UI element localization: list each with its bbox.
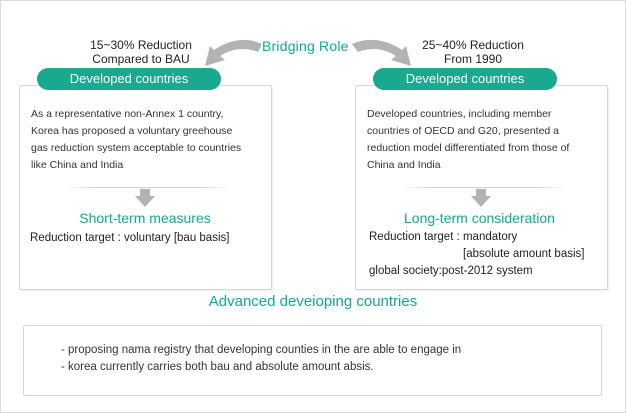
right-description	[367, 106, 603, 174]
right-heading: Long-term consideration	[404, 210, 555, 226]
left-description-line: gas reduction system acceptable to countries	[31, 142, 242, 154]
right-down-arrow-icon	[471, 189, 491, 207]
left-down-arrow-icon	[135, 189, 155, 207]
left-detail	[30, 230, 229, 246]
right-divider	[402, 187, 566, 188]
bottom-box	[23, 325, 602, 396]
bridging-role-label: Bridging Role	[262, 38, 349, 54]
right-description-line: reduction model differentiated from those of	[367, 142, 570, 154]
left-description	[31, 106, 267, 174]
left-heading: Short-term measures	[79, 210, 211, 226]
left-divider	[66, 187, 230, 188]
right-note-line2: From 1990	[443, 52, 503, 66]
bridge-arrow-right-icon	[352, 40, 411, 66]
right-description-line: China and India	[367, 159, 441, 171]
bottom-list-item: - korea currently carries both bau and absolute amount absis.	[61, 361, 374, 373]
bridge-arrow-left-icon	[205, 40, 262, 66]
left-description-line: Korea has proposed a voluntary greehouse	[31, 125, 233, 137]
right-description-line: Developed countries, including member	[367, 108, 552, 120]
right-developed-countries-pill: Developed countries	[373, 68, 557, 90]
left-detail-line: Reduction target : voluntary [bau basis]	[30, 232, 230, 244]
right-description-line: countries of OECD and G20, presented a	[367, 125, 560, 137]
left-note-line1: 15~30% Reduction	[90, 38, 192, 52]
right-detail-3: global society:post-2012 system	[369, 265, 533, 277]
bottom-list-item: - proposing nama registry that developing counties in the are able to engage in	[61, 344, 462, 356]
right-detail-1: Reduction target : mandatory	[369, 231, 518, 243]
right-note-line1: 25~40% Reduction	[422, 38, 524, 52]
left-developed-countries-pill: Developed countries	[37, 68, 221, 90]
left-description-line: As a representative non-Annex 1 country,	[31, 108, 224, 120]
bottom-section-title: Advanced deveioping countries	[208, 293, 418, 310]
right-detail-2: [absolute amount basis]	[463, 248, 585, 260]
left-description-line: like China and India	[31, 159, 124, 171]
left-note-line2: Compared to BAU	[92, 52, 190, 66]
